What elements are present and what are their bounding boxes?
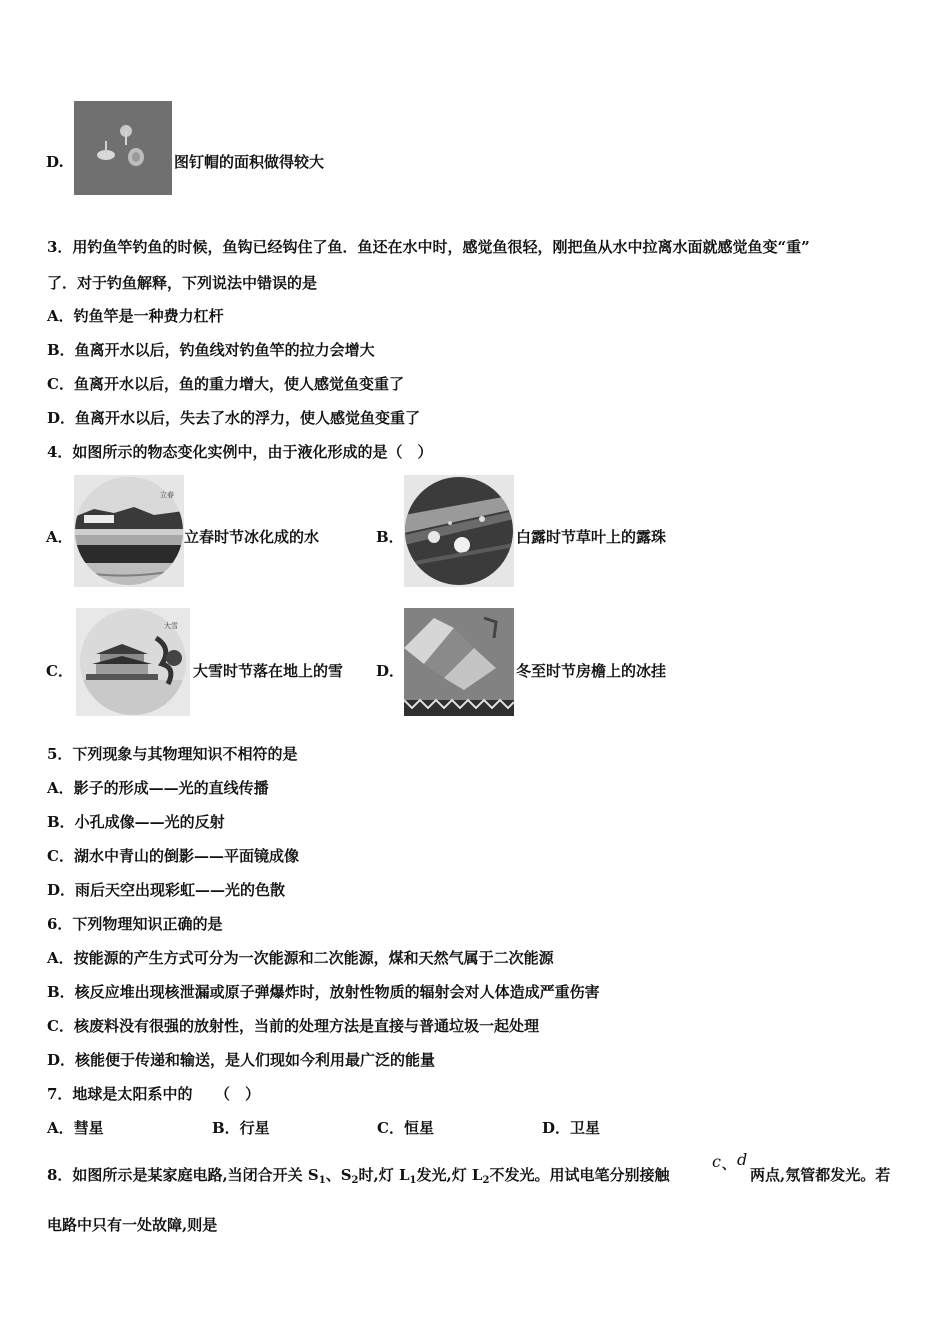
q4-optd-label: D． bbox=[376, 662, 405, 680]
q5-stem: 5．下列现象与其物理知识不相符的是 bbox=[47, 745, 298, 763]
q7-option-b: B．行星 bbox=[212, 1119, 270, 1137]
q3-option-a: A．钓鱼竿是一种费力杠杆 bbox=[47, 307, 224, 325]
q7-option-c: C．恒星 bbox=[377, 1119, 434, 1137]
q5-option-b: B．小孔成像——光的反射 bbox=[47, 813, 225, 831]
q4-opta-stamp: 立春 bbox=[160, 491, 174, 499]
q8-point-c: c bbox=[712, 1152, 721, 1171]
ice-melting-image bbox=[74, 475, 184, 587]
q8-text-3: 时,灯 L bbox=[358, 1166, 410, 1184]
q4-optb-caption: 白露时节草叶上的露珠 bbox=[516, 528, 667, 546]
q8-sub-s1: 1 bbox=[318, 1175, 326, 1186]
q7-stem: 7．地球是太阳系中的 （ ） bbox=[47, 1085, 260, 1103]
q6-option-c: C．核废料没有很强的放射性，当前的处理方法是直接与普通垃圾一起处理 bbox=[47, 1017, 539, 1035]
q8-sub-s2: 2 bbox=[351, 1175, 359, 1186]
q2-optd-caption: 图钉帽的面积做得较大 bbox=[174, 153, 325, 171]
q8-text-1: 8．如图所示是某家庭电路,当闭合开关 S bbox=[47, 1166, 319, 1184]
q2-optd-label: D. bbox=[46, 153, 64, 171]
q4-optc-label: C． bbox=[46, 662, 73, 680]
q4-optc-caption: 大雪时节落在地上的雪 bbox=[193, 662, 344, 680]
q3-stem-line1: 3．用钓鱼竿钓鱼的时候，鱼钩已经钩住了鱼．鱼还在水中时，感觉鱼很轻，刚把鱼从水中拉离水面就感觉鱼变“重” bbox=[47, 238, 810, 256]
q8-sub-l1: 1 bbox=[409, 1175, 417, 1186]
thumbtack-image bbox=[74, 101, 172, 195]
q4-optb-label: B． bbox=[376, 528, 404, 546]
q8-point-d: d bbox=[737, 1150, 748, 1169]
q4-opta-label: A． bbox=[46, 528, 73, 546]
q8-sub-l2: 2 bbox=[482, 1175, 490, 1186]
q6-stem: 6．下列物理知识正确的是 bbox=[47, 915, 223, 933]
q3-option-b: B．鱼离开水以后，钓鱼线对钓鱼竿的拉力会增大 bbox=[47, 341, 375, 359]
q8-text-4: 发光,灯 L bbox=[416, 1166, 483, 1184]
q6-option-a: A．按能源的产生方式可分为一次能源和二次能源，煤和天然气属于二次能源 bbox=[47, 949, 554, 967]
q8-text-6: 两点,氖管都发光。若 bbox=[750, 1166, 891, 1184]
q4-stem: 4．如图所示的物态变化实例中，由于液化形成的是（ ） bbox=[47, 443, 433, 461]
q4-optd-caption: 冬至时节房檐上的冰挂 bbox=[516, 662, 667, 680]
icicle-image bbox=[404, 608, 514, 716]
q7-option-a: A．彗星 bbox=[47, 1119, 104, 1137]
q8-text-5: 不发光。用试电笔分别接触 bbox=[489, 1166, 670, 1184]
q8-point-sep: 、 bbox=[722, 1158, 736, 1173]
q8-stem-line1 bbox=[47, 1165, 669, 1191]
q3-option-d: D．鱼离开水以后，失去了水的浮力，使人感觉鱼变重了 bbox=[47, 409, 421, 427]
dew-on-grass-image bbox=[404, 475, 514, 587]
q7-option-d: D．卫星 bbox=[542, 1119, 601, 1137]
q4-opta-caption: 立春时节冰化成的水 bbox=[184, 528, 320, 546]
q4-optc-stamp: 大雪 bbox=[164, 622, 178, 630]
q8-stem-line2: 电路中只有一处故障,则是 bbox=[47, 1216, 218, 1234]
snow-temple-image bbox=[76, 608, 190, 716]
q3-stem-line2: 了．对于钓鱼解释，下列说法中错误的是 bbox=[47, 274, 318, 292]
q6-option-d: D．核能便于传递和输送，是人们现如今利用最广泛的能量 bbox=[47, 1051, 436, 1069]
q5-option-c: C．湖水中青山的倒影——平面镜成像 bbox=[47, 847, 299, 865]
q6-option-b: B．核反应堆出现核泄漏或原子弹爆炸时，放射性物质的辐射会对人体造成严重伤害 bbox=[47, 983, 600, 1001]
q8-text-2: 、S bbox=[325, 1166, 352, 1184]
q5-option-d: D．雨后天空出现彩虹——光的色散 bbox=[47, 881, 286, 899]
q3-option-c: C．鱼离开水以后，鱼的重力增大，使人感觉鱼变重了 bbox=[47, 375, 404, 393]
q5-option-a: A．影子的形成——光的直线传播 bbox=[47, 779, 269, 797]
